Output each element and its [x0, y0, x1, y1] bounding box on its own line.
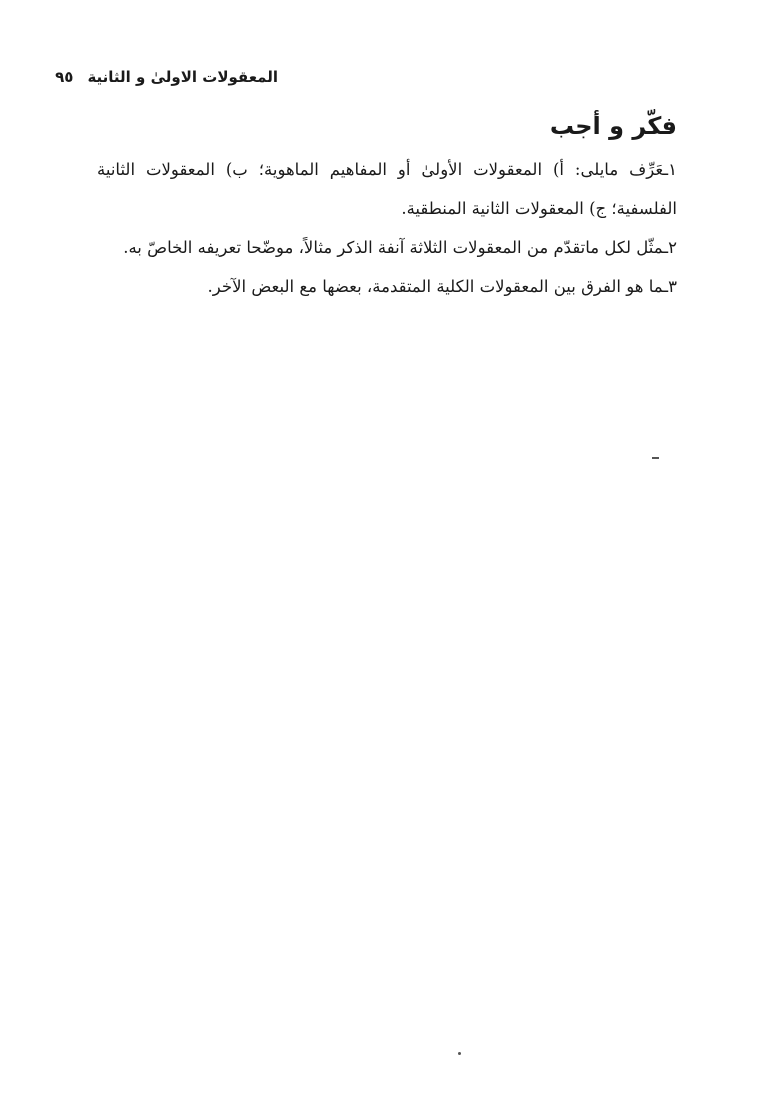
question-item: [97, 150, 677, 228]
question-text: عَرِّف مایلی: أ) المعقولات الأولیٰ أو المفاهیم الماهویة؛ ب) المعقولات الثانیة الفلسفیة؛ ج) المعقولات الثانیة المنطقیة.: [97, 160, 677, 218]
question-list: [97, 150, 677, 306]
question-text: مثّل لکل ماتقدّم من المعقولات الثلاثة آنفة الذکر مثالاً، موضّحا تعریفه الخاصّ به.: [123, 238, 664, 257]
question-number: ٣ـ: [663, 277, 677, 296]
question-item: [97, 228, 677, 267]
scan-artifact-dash: [652, 457, 659, 459]
question-item: [97, 267, 677, 306]
question-text: ما هو الفرق بین المعقولات الکلیة المتقدمة، بعضها مع البعض الآخر.: [207, 277, 664, 296]
running-header: [55, 62, 278, 92]
page-number: ٩٥: [55, 68, 74, 86]
question-number: ٢ـ: [663, 238, 677, 257]
question-number: ١ـ: [663, 160, 677, 179]
section-heading: فکّر و أجب: [549, 112, 677, 140]
header-title: المعقولات الاولیٰ و الثانیة: [87, 68, 278, 86]
scan-artifact-dot: [458, 1052, 461, 1055]
